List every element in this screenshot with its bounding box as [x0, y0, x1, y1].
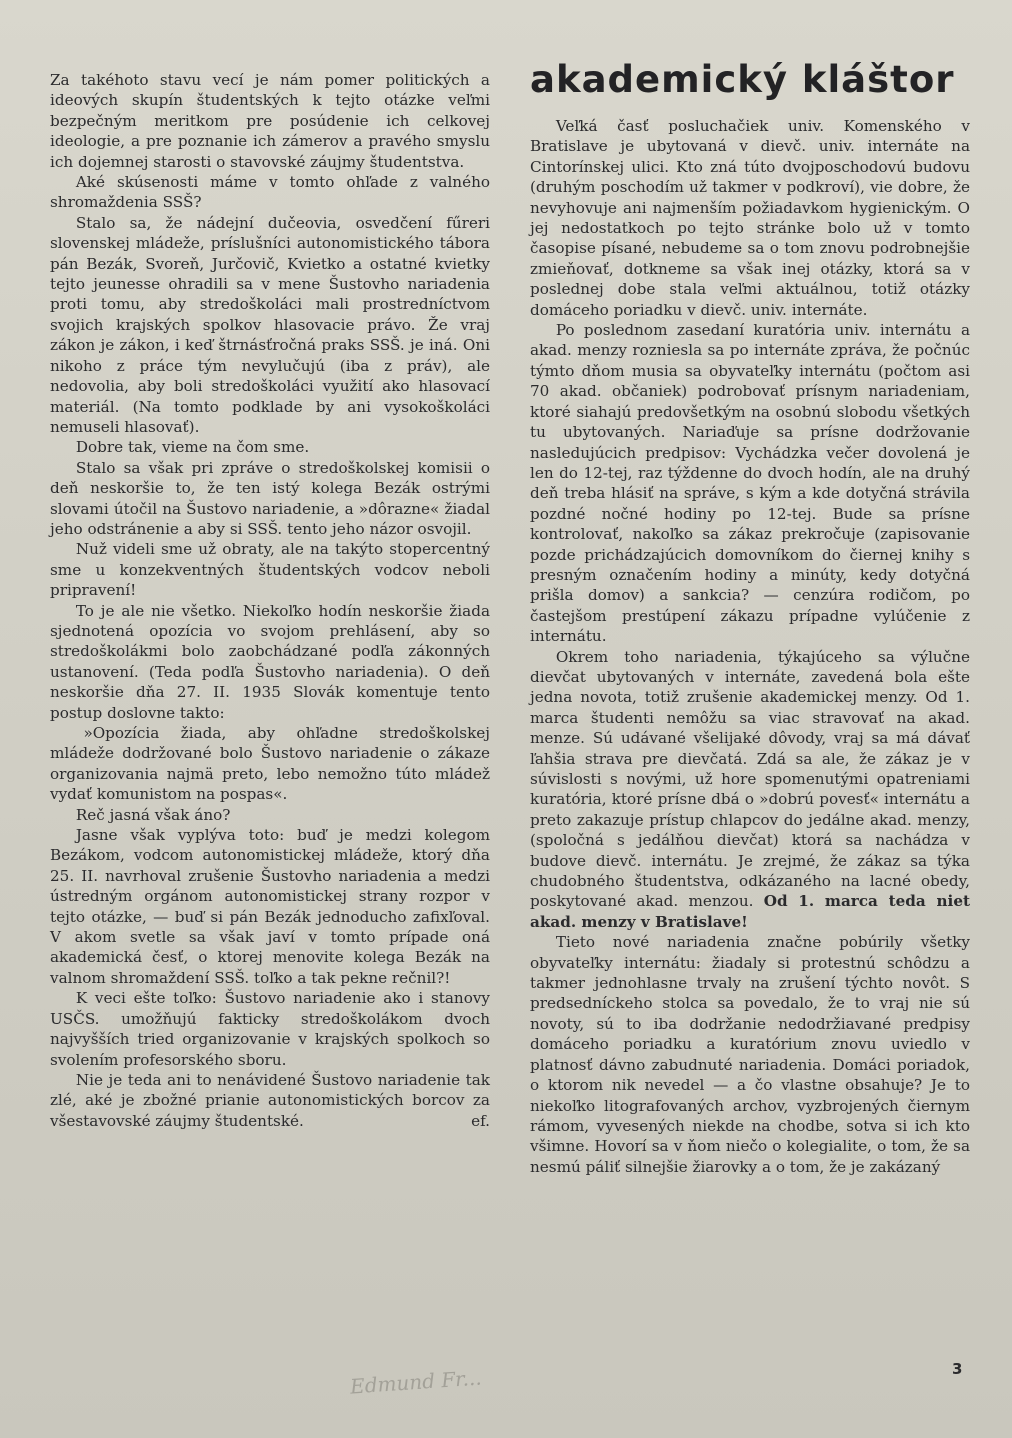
article-paragraph: Tieto nové nariadenia značne pobúrily všetky obyvateľky internátu: žiadaly si protestnú schôdzu a takmer jednohlasne trvaly na zrušení týchto novôt. S predsedníckeho stolca sa povedalo, že to vraj nie sú novoty, sú to iba dodržanie nedodržiavané predpisy domáceho poriadku a kuratórium znovu uviedlo v platnosť dávno zabudnuté nariadenia. Domáci poriadok, o ktorom nik nevedel — a čo vlastne obsahuje? Je to niekoľko litografovaných archov, vyzbrojených čiernym rámom, vyvesených niekde na chodbe, sotva si ich kto všimne. Hovorí sa v ňom niečo o kolegialite, o tom, že sa nesmú páliť silnejšie žiarovky a o tom, že je zakázaný — [530, 933, 970, 1176]
right-article-column — [530, 58, 970, 1177]
article-paragraph: Veľká časť posluchačiek univ. Komenského v Bratislave je ubytovaná v dievč. univ. internáte na Cintorínskej ulici. Kto zná túto dvojposchodovú budovu (druhým poschodím už takmer v podkroví), vie dobre, že nevyhovuje ani najmenším požiadavkom hygienickým. O jej nedostatkoch po tejto stránke bolo už v tomto časopise písané, nebudeme sa o tom znovu podrobnejšie zmieňovať, dotkneme sa však inej otázky, ktorá sa v poslednej dobe stala veľmi aktuálnou, totiž otázky domáceho poriadku v dievč. univ. internáte. — [530, 117, 970, 319]
article-paragraph: Po poslednom zasedaní kuratória univ. internátu a akad. menzy rozniesla sa po internáte zpráva, že počnúc týmto dňom musia sa obyvateľky internátu (počtom asi 70 akad. občaniek) podrobovať prísnym nariadeniam, ktoré siahajú predovšetkým na osobnú slobodu všetkých tu ubytovaných. Nariaďuje sa prísne dodržovanie nasledujúcich predpisov: Vychádzka večer dovolená je len do 12-tej, raz týždenne do dvoch hodín, ale na druhý deň treba hlásiť na správe, s kým a kde dotyčná strávila pozdné nočné hodiny po 12-tej. Bude sa prísne kontrolovať, nakoľko sa zákaz prekročuje (zapisovanie pozde prichádzajúcich domovníkom do čiernej knihy s presným označením hodiny a minúty, kedy dotyčná prišla domov) a sankcia? — cenzúra rodičom, po častejšom prestúpení zákazu prípadne vylúčenie z internátu. — [530, 321, 970, 646]
article-paragraph: Stalo sa však pri zpráve o stredoškolskej komisii o deň neskoršie to, že ten istý kolega Bezák ostrými slovami útočil na Šustovo nariadenie, a »dôrazne« žiadal jeho odstránenie a aby si SSŠ. tento jeho názor osvojil. — [50, 458, 490, 538]
page-number: 3 — [952, 1360, 963, 1378]
article-paragraph: Reč jasná však áno? — [75, 805, 231, 824]
article-paragraph: To je ale nie všetko. Niekoľko hodín neskoršie žiada sjednotená opozícia vo svojom prehlásení, aby so stredoškolákmi bolo zaobchádzané podľa zákonných ustanovení. (Teda podľa Šustovho nariadenia). O deň neskoršie dňa 27. II. 1935 Slovák komentuje tento postup doslovne takto: — [50, 601, 490, 722]
article-title: akademický kláštor — [530, 58, 955, 101]
article-paragraph: Dobre tak, vieme na čom sme. — [75, 438, 310, 457]
left-article-column — [50, 70, 490, 1131]
article-paragraph — [530, 647, 970, 933]
bold-announcement: Od 1. marca teda niet akad. menzy v Bratislave! — [530, 892, 970, 931]
article-signature: ef. — [471, 1111, 490, 1130]
article-paragraph: K veci ešte toľko: Šustovo nariadenie ako i stanovy USČS. umožňujú fakticky stredoškolákom dvoch najvyšších tried organizovanie v krajských spolkoch so svolením profesorského sboru. — [50, 989, 490, 1069]
quoted-paragraph: »Opozícia žiada, aby ohľadne stredoškolskej mládeže dodržované bolo Šustovo nariadenie o zákaze organizovania najmä preto, lebo nemožno túto mládež vydať komunistom na pospas«. — [50, 724, 490, 804]
article-paragraph-text: Okrem toho nariadenia, týkajúceho sa výlučne dievčat ubytovaných v internáte, zavedená bola ešte jedna novota, totiž zrušenie akademickej menzy. Od 1. marca študenti nemôžu sa viac stravovať na akad. menze. Sú udávané všelijaké dôvody, vraj sa má dávať ľahšia strava pre dievčatá. Zdá sa ale, že zákaz je v súvislosti s novými, už hore spomenutými opatreniami kuratória, ktoré prísne dbá o »dobrú povesť« internátu a preto zakazuje prístup chlapcov do jedálne akad. menzy, (spoločná s jedálňou dievčat) ktorá sa nachádza v budove dievč. internátu. Je zrejmé, že zákaz sa týka chudobného študentstva, odkázaného na lacné obedy, poskytované akad. menzou. — [530, 647, 970, 911]
article-paragraph — [50, 1070, 490, 1131]
article-paragraph: Aké skúsenosti máme v tomto ohľade z valného shromaždenia SSŠ? — [50, 173, 490, 212]
article-paragraph: Jasne však vyplýva toto: buď je medzi kolegom Bezákom, vodcom autonomistickej mládeže, ktorý dňa 25. II. navrhoval zrušenie Šustovho nariadenia a medzi ústredným orgánom autonomistickej strany rozpor v tejto otázke, — buď si pán Bezák jednoducho zafixľoval. V akom svetle sa však javí v tomto prípade oná akademická česť, o ktorej menovite kolega Bezák na valnom shromaždení SSŠ. toľko a tak pekne rečnil?! — [50, 826, 490, 987]
article-paragraph: Za takéhoto stavu vecí je nám pomer politických a ideových skupín študentských k tejto otázke veľmi bezpečným meritkom pre posúdenie ich celkovej ideologie, a pre poznanie ich zámerov a pravého smyslu ich dojemnej starosti o stavovské záujmy študentstva. — [50, 71, 490, 171]
handwritten-signature: Edmund Fr... — [349, 1365, 483, 1399]
article-paragraph: Stalo sa, že nádejní dučeovia, osvedčení fűreri slovenskej mládeže, príslušníci autonomistického tábora pán Bezák, Svoreň, Jurčovič, Kvietko a ostatné kvietky tejto jeunesse ohradili sa v mene Šustovho nariadenia proti tomu, aby stredoškoláci mali prostredníctvom svojich krajských spolkov hlasovacie právo. Že vraj zákon je zákon, i keď štrnásťročná praks SSŠ. je iná. Oni nikoho z práce tým nevylučujú (iba z práv), ale nedovolia, aby boli stredoškoláci využití ako hlasovací materiál. (Na tomto podklade by ani vysokoškoláci nemuseli hlasovať). — [50, 213, 490, 436]
article-paragraph: Nuž videli sme už obraty, ale na takýto stopercentný sme u konzekventných študentských vodcov neboli pripravení! — [50, 540, 490, 600]
closing-paragraph-text: Nie je teda ani to nenávidené Šustovo nariadenie tak zlé, aké je zbožné prianie autonomistických borcov za všestavovské záujmy študentské. — [50, 1070, 490, 1130]
